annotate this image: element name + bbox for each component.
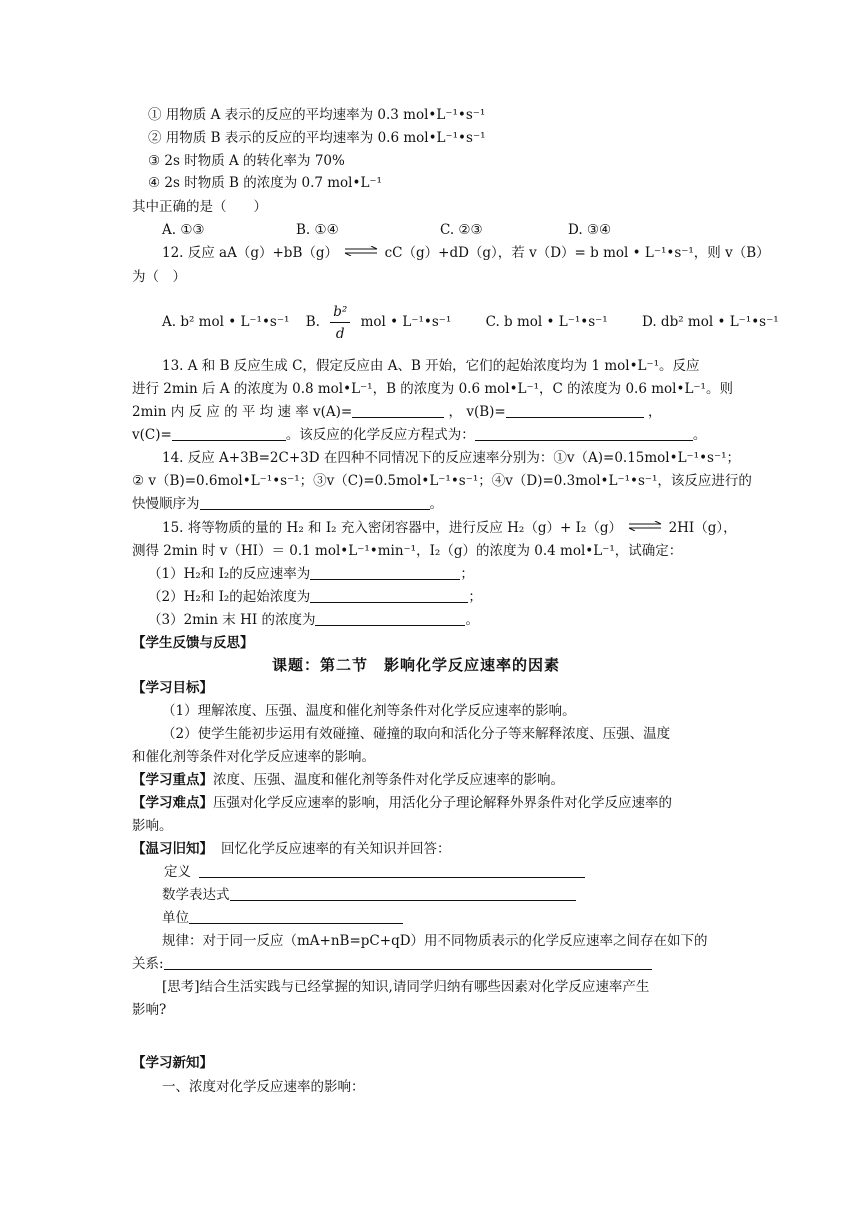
review-rule-blank[interactable] — [164, 955, 652, 970]
q15-sub-3-text: （3）2min 末 HI 的浓度为 — [148, 612, 316, 628]
review — [132, 840, 451, 858]
q14-line-2: ② v（B)=0.6mol•L⁻¹•s⁻¹；③v（C)=0.5mol•L⁻¹•s⁻¹；④v（D)=0.3mol•L⁻¹•s⁻¹，该反应进行的 — [132, 473, 752, 489]
q12-option-b-label: B. — [305, 314, 320, 330]
q11-statement-4: ④ 2s 时物质 B 的浓度为 0.7 mol•L⁻¹ — [148, 175, 382, 191]
q15-sub-3-end: 。 — [465, 612, 479, 628]
q15-sub-2 — [148, 588, 482, 606]
review-unit-label: 单位 — [162, 910, 189, 926]
review-think-line-1: [思考]结合生活实践与已经掌握的知识,请同学归纳有哪些因素对化学反应速率产生 — [162, 979, 650, 995]
q11-statement-2: ② 用物质 B 表示的反应的平均速率为 0.6 mol•L⁻¹•s⁻¹ — [148, 130, 486, 146]
q13-line-1: 13. A 和 B 反应生成 C，假定反应由 A、B 开始，它们的起始浓度均为 1 mol•L⁻¹。反应 — [162, 358, 700, 374]
reversible-arrow-icon — [628, 521, 662, 531]
q12-line-1 — [162, 244, 770, 262]
review-formula-blank[interactable] — [230, 886, 576, 901]
q12-options — [162, 300, 779, 344]
key-points — [132, 771, 564, 789]
q14-line-1: 14. 反应 A+3B=2C+3D 在四种不同情况下的反应速率分别为：①v（A)=0.15mol•L⁻¹•s⁻¹； — [162, 450, 741, 466]
q12-line-2: 为（ ） — [132, 269, 186, 285]
q13-text-va: 2min 内 反 应 的 平 均 速 率 v(A)= — [132, 404, 353, 420]
q12-text-b: cC（g）+dD（g），若 v（D）= b mol • L⁻¹•s⁻¹，则 v（B） — [384, 245, 770, 261]
q11-statement-1: ① 用物质 A 表示的反应的平均速率为 0.3 mol•L⁻¹•s⁻¹ — [148, 107, 486, 123]
review-formula — [162, 886, 576, 904]
q13-text-end: 。 — [692, 427, 707, 443]
q12-option-b-fraction — [330, 304, 350, 342]
q15-sub-1-text: （1）H₂和 I₂的反应速率为 — [148, 566, 311, 582]
q11-option-a: A. ①③ — [162, 222, 205, 238]
q13-blank-vb[interactable] — [506, 403, 644, 418]
review-definition-label: 定义 — [164, 864, 191, 880]
difficulty-text: 压强对化学反应速率的影响，用活化分子理论解释外界条件对化学反应速率的 — [213, 795, 672, 811]
q12-option-a: A. b² mol • L⁻¹•s⁻¹ — [162, 314, 290, 330]
q15-sub-1 — [148, 565, 474, 583]
q15-line-2: 测得 2min 时 v（HI）＝ 0.1 mol•L⁻¹•min⁻¹，I₂（g）的浓度为 0.4 mol•L⁻¹，试确定： — [132, 543, 683, 559]
q15-blank-1[interactable] — [310, 565, 460, 580]
q13-text-comma: ， — [648, 404, 662, 420]
q15-text-b: 2HI（g）， — [668, 520, 737, 536]
difficulty — [132, 794, 672, 812]
q11-option-b: B. ①④ — [296, 222, 339, 238]
objective-2-line-2: 和催化剂等条件对化学反应速率的影响。 — [132, 749, 375, 765]
q15-line-1 — [162, 519, 737, 537]
q13-blank-vc[interactable] — [172, 426, 286, 441]
q12-text-a: 12. 反应 aA（g）+bB（g） — [162, 245, 339, 261]
new-knowledge-section-1: 一、浓度对化学反应速率的影响： — [162, 1079, 365, 1095]
q14-text: 快慢顺序为 — [132, 496, 200, 512]
key-points-header: 【学习重点】 — [132, 772, 213, 788]
objective-2-line-1: （2）使学生能初步运用有效碰撞、碰撞的取向和活化分子等来解释浓度、压强、温度 — [162, 726, 671, 742]
q11-statement-3: ③ 2s 时物质 A 的转化率为 70% — [148, 153, 345, 169]
review-header: 【温习旧知】 — [132, 841, 213, 857]
q14-blank[interactable] — [200, 495, 430, 510]
review-think-line-2: 影响? — [132, 1002, 167, 1018]
q15-sub-2-text: （2）H₂和 I₂的起始浓度为 — [148, 589, 311, 605]
review-rule-line-2 — [132, 955, 652, 973]
q14-text-end: 。 — [429, 496, 443, 512]
q13-blank-equation[interactable] — [475, 426, 693, 441]
review-rule-label: 关系: — [132, 956, 164, 972]
q15-blank-3[interactable] — [315, 611, 465, 626]
review-rule-line-1: 规律：对于同一反应（mA+nB=pC+qD）用不同物质表示的化学反应速率之间存在如下的 — [162, 933, 708, 949]
fraction-denominator: d — [335, 325, 345, 342]
q15-sub-3 — [148, 611, 479, 629]
new-knowledge-header: 【学习新知】 — [132, 1055, 213, 1071]
q13-text-equation: 。该反应的化学反应方程式为： — [285, 427, 475, 443]
q11-stem: 其中正确的是（ ） — [132, 199, 267, 215]
review-intro: 回忆化学反应速率的有关知识并回答： — [221, 841, 451, 857]
q13-line-2: 进行 2min 后 A 的浓度为 0.8 mol•L⁻¹，B 的浓度为 0.6 mol•L⁻¹，C 的浓度为 0.6 mol•L⁻¹。则 — [132, 381, 733, 397]
q13-text-vc: v(C)= — [132, 427, 172, 443]
difficulty-header: 【学习难点】 — [132, 795, 213, 811]
objectives-header: 【学习目标】 — [132, 680, 213, 696]
q12-option-c: C. b mol • L⁻¹•s⁻¹ — [485, 314, 608, 330]
fraction-numerator: b² — [330, 304, 350, 323]
q12-option-b-unit: mol • L⁻¹•s⁻¹ — [360, 314, 452, 330]
lesson-title: 课题：第二节 影响化学反应速率的因素 — [272, 656, 561, 674]
review-unit-blank[interactable] — [189, 909, 403, 924]
q15-text-a: 15. 将等物质的量的 H₂ 和 I₂ 充入密闭容器中，进行反应 H₂（g）+ I₂（g） — [162, 520, 622, 536]
q11-option-d: D. ③④ — [568, 222, 612, 238]
q15-sub-2-end: ； — [468, 589, 482, 605]
q12-option-d: D. db² mol • L⁻¹•s⁻¹ — [642, 314, 779, 330]
difficulty-line-2: 影响。 — [132, 818, 173, 834]
q15-blank-2[interactable] — [310, 588, 468, 603]
objective-1: （1）理解浓度、压强、温度和催化剂等条件对化学反应速率的影响。 — [162, 703, 576, 719]
review-formula-label: 数学表达式 — [162, 887, 230, 903]
q14-line-3 — [132, 495, 443, 513]
q15-sub-1-end: ； — [460, 566, 474, 582]
q11-option-c: C. ②③ — [440, 222, 483, 238]
review-unit — [162, 909, 403, 927]
q13-line-4 — [132, 426, 706, 444]
reversible-arrow-icon — [344, 246, 378, 256]
review-definition-blank[interactable] — [199, 863, 585, 878]
q13-text-vb: ， v(B)= — [448, 404, 506, 420]
key-points-text: 浓度、压强、温度和催化剂等条件对化学反应速率的影响。 — [213, 772, 564, 788]
q13-line-3 — [132, 403, 662, 421]
feedback-header: 【学生反馈与反思】 — [132, 635, 254, 651]
review-definition — [164, 863, 585, 881]
q13-blank-va[interactable] — [352, 403, 444, 418]
